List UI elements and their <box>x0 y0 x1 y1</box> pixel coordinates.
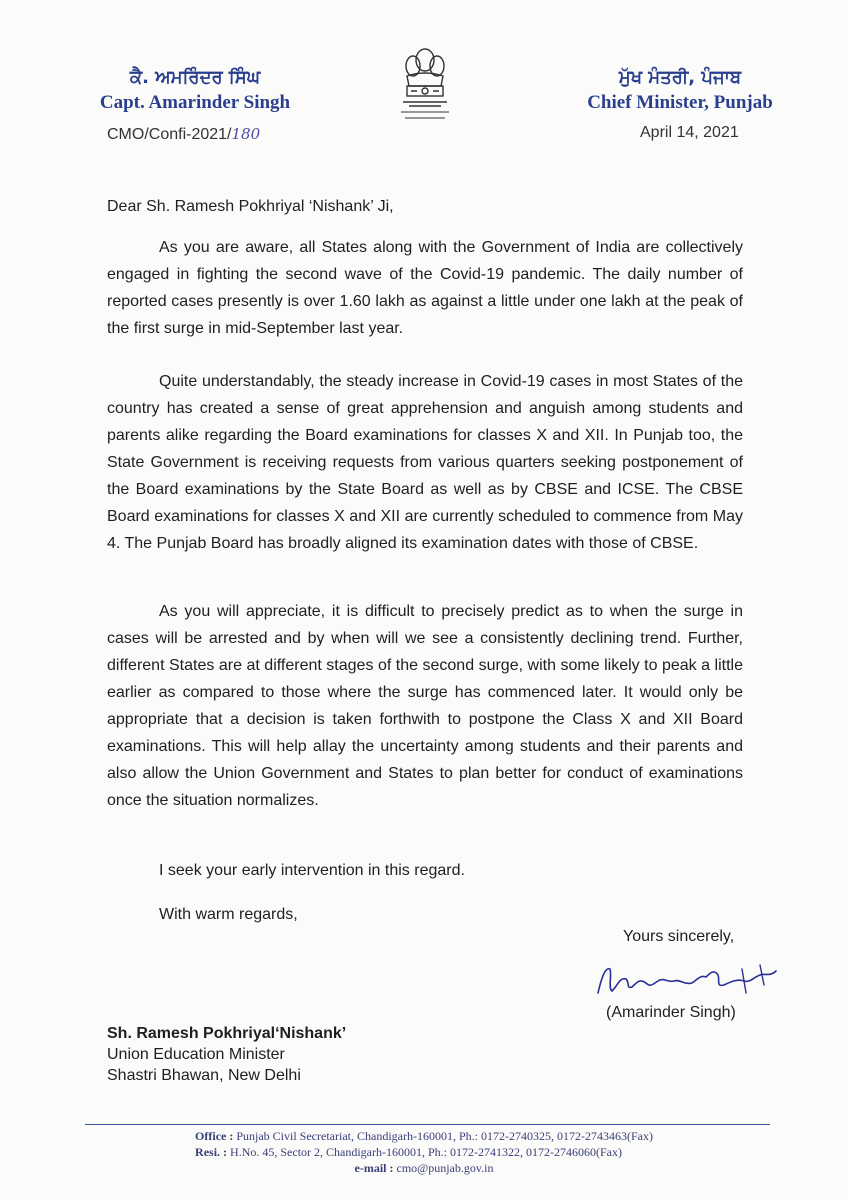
recipient-designation: Union Education Minister <box>107 1046 285 1063</box>
paragraph-3: As you will appreciate, it is difficult to precisely predict as to when the surge in cases will be arrested and by when will we see a consistently declining trend. Further, different States are at different stages of the second surge, with some likely to peak a little earlier as compared to those where the surge has commenced later. It would only be appropriate that a decision is taken forthwith to postpone the Class X and XII Board examinations. This will help allay the uncertainty among students and their parents and also allow the Union Government and States to plan better for conduct of examinations once the situation normalizes. <box>107 603 743 809</box>
recipient-name: Sh. Ramesh Pokhriyal‘Nishank’ <box>107 1025 347 1042</box>
footer-divider <box>85 1124 770 1125</box>
letterhead-footer <box>0 1128 848 1176</box>
reference-handwritten-number: 180 <box>231 125 261 143</box>
footer-office-line <box>195 1128 653 1144</box>
signature-icon <box>592 955 787 1005</box>
letter-date: April 14, 2021 <box>640 124 739 141</box>
office-title: Chief Minister, Punjab <box>587 92 773 113</box>
sender-name-punjabi: ਕੈ. ਅਮਰਿੰਦਰ ਸਿੰਘ <box>129 67 261 88</box>
signatory-name: (Amarinder Singh) <box>606 1004 736 1021</box>
footer-resi-line <box>195 1144 653 1160</box>
reference-number <box>107 125 260 144</box>
paragraph-1: As you are aware, all States along with the Government of India are collectively engaged in fighting the second wave of the Covid-19 pandemic. The daily number of reported cases presently is over 1.60 lakh as against a little under one lakh at the peak of the first surge in mid-September last year. <box>107 239 743 337</box>
footer-email-line <box>195 1160 653 1176</box>
footer-office-text: Punjab Civil Secretariat, Chandigarh-160001, Ph.: 0172-2740325, 0172-2743463(Fax) <box>236 1129 653 1143</box>
recipient-address <box>107 1023 346 1086</box>
recipient-location: Shastri Bhawan, New Delhi <box>107 1067 301 1084</box>
closing-line: Yours sincerely, <box>623 928 735 945</box>
footer-email-label: e-mail : <box>354 1161 394 1175</box>
footer-resi-label: Resi. : <box>195 1145 228 1159</box>
state-emblem-icon <box>393 40 457 132</box>
office-title-punjabi: ਮੁੱਖ ਮੰਤਰੀ, ਪੰਜਾਬ <box>618 67 742 88</box>
footer-email-text: cmo@punjab.gov.in <box>396 1161 494 1175</box>
footer-office-label: Office : <box>195 1129 234 1143</box>
regards-line: With warm regards, <box>159 906 298 923</box>
salutation: Dear Sh. Ramesh Pokhriyal ‘Nishank’ Ji, <box>107 198 394 215</box>
footer-resi-text: H.No. 45, Sector 2, Chandigarh-160001, Ph.: 0172-2741322, 0172-2746060(Fax) <box>230 1145 622 1159</box>
sender-name: Capt. Amarinder Singh <box>99 92 291 113</box>
office-block <box>560 66 800 116</box>
sender-block <box>80 66 310 116</box>
paragraph-2: Quite understandably, the steady increase in Covid-19 cases in most States of the country has created a sense of great apprehension and anguish among students and parents alike regarding the Board examinations for classes X and XII. In Punjab too, the State Government is receiving requests from various quarters seeking postponement of the Board examinations by the State Board as well as by CBSE and ICSE. The CBSE Board examinations for classes X and XII are currently scheduled to commence from May 4. The Punjab Board has broadly aligned its examination dates with those of CBSE. <box>107 373 743 552</box>
intervention-line: I seek your early intervention in this regard. <box>159 862 465 879</box>
reference-prefix: CMO/Confi-2021/ <box>107 126 232 143</box>
